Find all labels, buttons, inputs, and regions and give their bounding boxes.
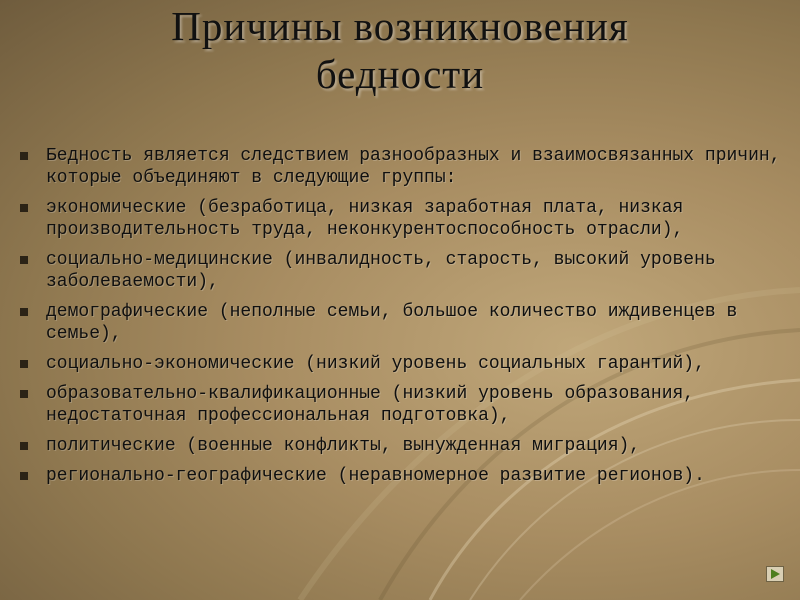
bullet-text: социально-медицинские (инвалидность, старость, высокий уровень заболеваемости), xyxy=(46,250,716,292)
bullet-square-icon xyxy=(20,152,28,160)
bullet-square-icon xyxy=(20,442,28,450)
bullet-text: регионально-географические (неравномерное развитие регионов). xyxy=(46,466,705,486)
title-line-2: бедности xyxy=(315,51,485,97)
play-next-icon xyxy=(767,567,783,581)
bullet-square-icon xyxy=(20,390,28,398)
bullet-text: демографические (неполные семьи, большое количество иждивенцев в семье), xyxy=(46,302,738,344)
bullet-list xyxy=(18,145,788,495)
bullet-item xyxy=(18,383,788,427)
bullet-text: экономические (безработица, низкая заработная плата, низкая производительность труда, неконкурентоспособность отрасли), xyxy=(46,198,684,240)
slide-title xyxy=(0,2,800,98)
bullet-item xyxy=(18,145,788,189)
bullet-text: Бедность является следствием разнообразных и взаимосвязанных причин, которые объединяют в следующие группы: xyxy=(46,146,781,188)
bullet-item xyxy=(18,465,788,487)
bullet-item xyxy=(18,197,788,241)
bullet-square-icon xyxy=(20,204,28,212)
bullet-square-icon xyxy=(20,256,28,264)
bullet-text: социально-экономические (низкий уровень социальных гарантий), xyxy=(46,354,705,374)
bullet-square-icon xyxy=(20,360,28,368)
bullet-text: образовательно-квалификационные (низкий уровень образования, недостаточная профессиональная подготовка), xyxy=(46,384,695,426)
bullet-item xyxy=(18,435,788,457)
bullet-square-icon xyxy=(20,308,28,316)
next-slide-button[interactable] xyxy=(766,566,784,582)
title-line-1: Причины возникновения xyxy=(171,3,629,49)
bullet-text: политические (военные конфликты, вынужденная миграция), xyxy=(46,436,641,456)
bullet-item xyxy=(18,301,788,345)
bullet-item xyxy=(18,249,788,293)
bullet-item xyxy=(18,353,788,375)
bullet-square-icon xyxy=(20,472,28,480)
